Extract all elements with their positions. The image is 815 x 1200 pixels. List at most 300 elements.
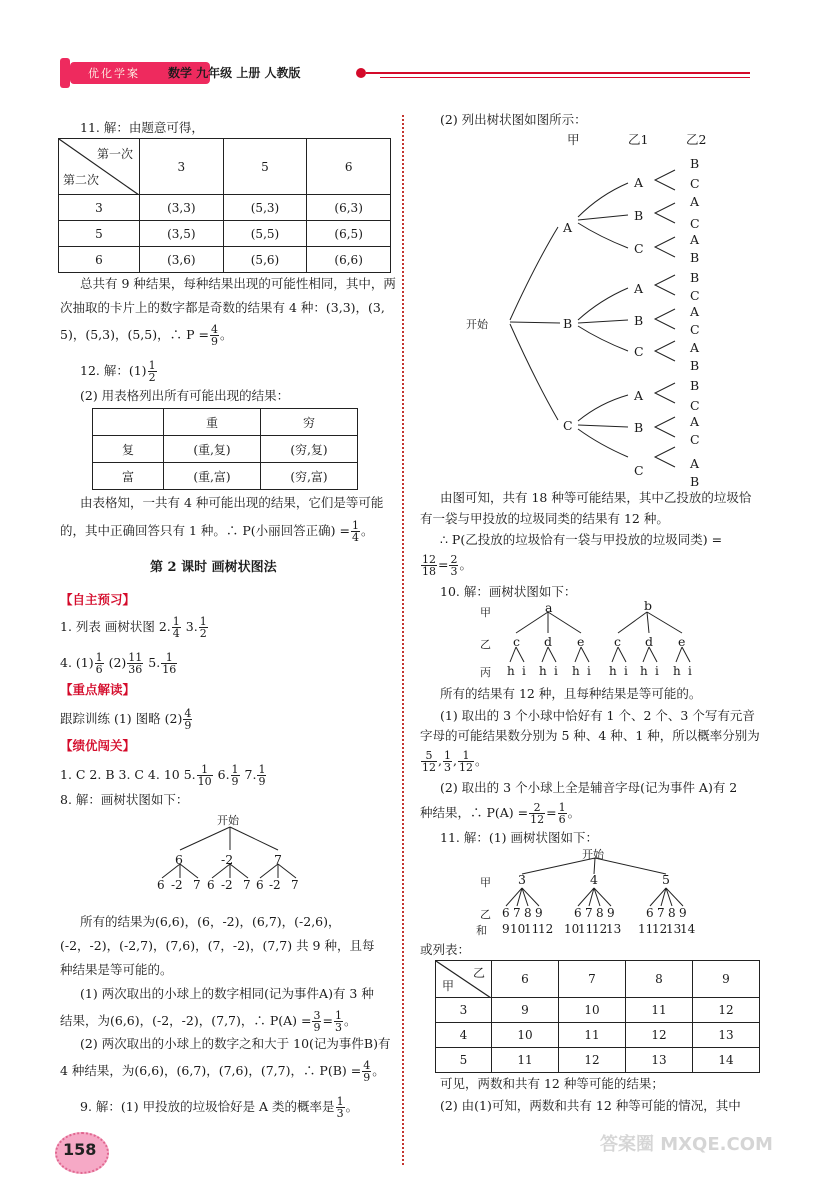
q11b-or: 或列表： xyxy=(420,942,471,957)
q9-text: ∴ P(乙投放的垃圾恰有一袋与甲投放的垃圾同类) = xyxy=(440,532,723,547)
q9-l2: B xyxy=(634,420,644,435)
den: 9 xyxy=(363,1071,371,1084)
section-title: 第 2 课时 画树状图法 xyxy=(150,560,277,575)
num: 1 xyxy=(172,615,180,628)
yi-val: 8 xyxy=(668,906,676,920)
q11b-root: 开始 xyxy=(582,848,604,861)
den: 4 xyxy=(352,531,359,544)
num: 1 xyxy=(161,652,177,664)
q9-leaf: A xyxy=(690,194,700,209)
zhongdian-text: 跟踪训练 (1) 图略 (2) xyxy=(60,711,183,726)
q9-leaf: A xyxy=(690,340,700,355)
yi-val: 7 xyxy=(513,906,521,920)
zizhu-line1 xyxy=(60,616,209,639)
header-rule xyxy=(366,72,750,74)
q9-l1: A xyxy=(563,220,573,235)
q11b-col: 9 xyxy=(693,961,760,998)
yi-val: 7 xyxy=(657,906,665,920)
leaf: 6 xyxy=(207,878,215,892)
q11-cell: (5,6) xyxy=(223,247,307,273)
leaf: h xyxy=(640,664,648,678)
q8-text: (2) 两次取出的小球上的数字之和大于 10(记为事件B)有 xyxy=(80,1036,391,1051)
q10-label: 乙 xyxy=(480,638,491,651)
q8-p5m: = xyxy=(322,1013,333,1028)
num: 3 xyxy=(313,1009,321,1022)
q11b-corner xyxy=(436,961,492,998)
q8-p5b: 。 xyxy=(343,1013,357,1028)
yi-val: 6 xyxy=(502,906,510,920)
q11-text3a: 5)，(5,3)，(5,5)，∴ P = xyxy=(60,327,209,342)
q11b-cell: 14 xyxy=(693,1048,760,1073)
fraction xyxy=(362,1060,371,1083)
q8-text xyxy=(60,1010,356,1033)
header-badge-accent xyxy=(60,58,70,88)
q12-text: 由表格知，一共有 4 种可能出现的结果，它们是等可能 xyxy=(80,495,384,510)
den: 10 xyxy=(197,775,212,788)
q9-hdr: 乙1 xyxy=(628,132,649,147)
fraction xyxy=(257,764,266,787)
q11-lead: 11. 解：由题意可得， xyxy=(80,120,204,135)
q8-text: (-2，-2)，(-2,7)，(7,6)，(7，-2)，(7,7) 共 9 种，且每 xyxy=(60,938,375,953)
q9-leaf: C xyxy=(690,288,700,303)
q9-root: 开始 xyxy=(466,318,488,331)
den: 9 xyxy=(313,1021,321,1034)
fraction xyxy=(336,1096,345,1119)
q8-tree xyxy=(150,812,350,887)
leaf: 7 xyxy=(291,878,299,892)
q8-tree-node: -2 xyxy=(221,852,234,867)
den: 12 xyxy=(422,761,436,774)
q11b-cell: 11 xyxy=(559,1023,626,1048)
sum: 12 xyxy=(592,922,608,936)
q11-cell: (5,5) xyxy=(223,221,307,247)
q9-leaf: A xyxy=(690,456,700,471)
q12-lead-text: 12. 解：(1) xyxy=(80,363,147,378)
q12-fraction xyxy=(351,520,360,543)
q11-cell: (3,5) xyxy=(140,221,224,247)
sum: 12 xyxy=(652,922,668,936)
num: 1 xyxy=(443,749,451,762)
q11-cell: 5 xyxy=(59,221,140,247)
fraction xyxy=(231,764,240,787)
q12-text2b: 。 xyxy=(361,523,374,538)
fraction xyxy=(334,1010,343,1033)
num: 2 xyxy=(450,553,458,566)
fraction xyxy=(458,750,474,773)
q9-text: 有一袋与甲投放的垃圾同类的结果有 12 种。 xyxy=(420,511,669,526)
q11b-yi-row xyxy=(500,906,720,922)
q11b-cell: 13 xyxy=(626,1048,693,1073)
den: 18 xyxy=(422,565,436,578)
zhongdian-tag: 【重点解读】 xyxy=(60,682,136,697)
q9-leaf: C xyxy=(690,322,700,337)
fraction xyxy=(161,652,177,675)
den: 9 xyxy=(210,335,218,348)
q10-lead: 10. 解：画树状图如下： xyxy=(440,584,577,599)
page-number: 158 xyxy=(63,1140,97,1159)
q11b-cell: 13 xyxy=(693,1023,760,1048)
q10-t6b: 。 xyxy=(567,805,581,820)
q9-end: 。 xyxy=(459,557,472,572)
num: 1 xyxy=(148,359,156,372)
q8-p7b: 。 xyxy=(372,1063,385,1078)
q10-label: 甲 xyxy=(480,606,491,619)
num: 4 xyxy=(363,1059,371,1072)
q10-leaves xyxy=(505,664,715,680)
jiyou-tag: 【绩优闯关】 xyxy=(60,738,136,753)
q10-eq: = xyxy=(546,805,557,820)
sum: 10 xyxy=(564,922,580,936)
q9-leaf: B xyxy=(690,250,700,265)
q8-p7a: 4 种结果，为(6,6)，(6,7)，(7,6)，(7,7)，∴ P(B) = xyxy=(60,1063,362,1078)
q11-col: 3 xyxy=(140,139,224,195)
zizhu-text: 4. (1) xyxy=(60,655,94,670)
q11b-col: 7 xyxy=(559,961,626,998)
den: 12 xyxy=(530,813,545,826)
num: 2 xyxy=(529,802,545,814)
sum: 13 xyxy=(606,922,622,936)
q10-text: 字母的可能结果数分别为 5 种、4 种、1 种，所以概率分别为 xyxy=(420,728,760,743)
q11-col: 5 xyxy=(223,139,307,195)
q12-col: 穷 xyxy=(261,409,358,436)
q9-lead-a: 9. 解：(1) 甲投放的垃圾恰好是 A 类的概率是 xyxy=(80,1099,335,1114)
fraction xyxy=(421,554,437,577)
yi-val: 8 xyxy=(596,906,604,920)
q10-fracs: $\frac{5}{12}$ , $\frac{1}{3}$ , $\frac{1}{12}$ 。 xyxy=(422,749,488,774)
q11-cell: 3 xyxy=(59,195,140,221)
fraction xyxy=(95,652,104,675)
num: 11 xyxy=(128,651,143,664)
num: 4 xyxy=(210,323,218,336)
watermark-text: 答案圈 MXQE.COM xyxy=(600,1134,773,1155)
q9-leaf: B xyxy=(690,474,700,489)
den: 4 xyxy=(172,627,180,640)
q9-l2: C xyxy=(634,344,644,359)
leaf: 6 xyxy=(157,878,165,892)
q12-cell: (重,富) xyxy=(164,463,261,490)
q10-mid: d xyxy=(645,634,654,649)
q11b-text: 可见，两数和共有 12 种等可能的结果； xyxy=(440,1076,664,1091)
fraction xyxy=(172,616,181,639)
watermark xyxy=(600,1130,800,1190)
yi-val: 6 xyxy=(574,906,582,920)
leaf: i xyxy=(624,664,628,678)
den: 9 xyxy=(184,719,192,732)
q11b-yi: 乙 xyxy=(480,908,491,921)
leaf: i xyxy=(554,664,558,678)
zhongdian-line xyxy=(60,708,193,731)
fraction xyxy=(421,750,437,773)
q11b-cell: 10 xyxy=(492,1023,559,1048)
leaf: i xyxy=(655,664,659,678)
q9-eq: = xyxy=(438,557,449,572)
fraction xyxy=(449,554,458,577)
q8-text: 种结果是等可能的。 xyxy=(60,962,173,977)
q9-l1: B xyxy=(563,316,573,331)
q11-text xyxy=(60,324,232,347)
q9-part2: (2) 列出树状图如图所示： xyxy=(440,112,587,127)
q9-l1: C xyxy=(563,418,573,433)
q9-leaf: A xyxy=(690,232,700,247)
q8-p5a: 结果，为(6,6)，(-2，-2)，(7,7)，∴ P(A) = xyxy=(60,1013,312,1028)
q11-cell: (6,3) xyxy=(307,195,391,221)
q11b-cell: 5 xyxy=(436,1048,492,1073)
q9-leaf: A xyxy=(690,304,700,319)
num: 1 xyxy=(336,1095,344,1108)
sum: 10 xyxy=(510,922,526,936)
yi-val: 9 xyxy=(535,906,543,920)
q9-l2: B xyxy=(634,208,644,223)
fraction xyxy=(127,652,143,675)
q10-text: 所有的结果有 12 种，且每种结果是等可能的。 xyxy=(440,686,702,701)
num: 1 xyxy=(258,763,266,776)
q10-top: a xyxy=(545,600,553,615)
leaf: -2 xyxy=(269,878,281,892)
leaf: h xyxy=(539,664,547,678)
fraction xyxy=(558,802,567,825)
q9-leaf: B xyxy=(690,378,700,393)
q11b-corner-bottom: 甲 xyxy=(442,979,455,993)
sum: 13 xyxy=(666,922,682,936)
q12-cell: 复 xyxy=(93,436,164,463)
q12-col: 重 xyxy=(164,409,261,436)
q12-text2a: 的，其中正确回答只有 1 种。∴ P(小丽回答正确) = xyxy=(60,523,350,538)
zizhu-text: (2) xyxy=(104,655,127,670)
den: 2 xyxy=(199,627,207,640)
leaf: -2 xyxy=(171,878,183,892)
leaf: 7 xyxy=(243,878,251,892)
num: 1 xyxy=(352,519,359,532)
num: 4 xyxy=(184,707,192,720)
q12-cell: (穷,富) xyxy=(261,463,358,490)
q9-l2: B xyxy=(634,313,644,328)
fraction xyxy=(443,750,452,773)
leaf: i xyxy=(688,664,692,678)
q8-text xyxy=(60,1060,385,1083)
q9-text: 由图可知，共有 18 种等可能结果，其中乙投放的垃圾恰 xyxy=(440,490,752,505)
leaf: i xyxy=(587,664,591,678)
fraction xyxy=(197,764,213,787)
leaf: h xyxy=(673,664,681,678)
q11b-cell: 12 xyxy=(559,1048,626,1073)
q9-l2: A xyxy=(634,281,644,296)
num: 5 xyxy=(421,750,437,762)
q12-text xyxy=(60,520,374,543)
q11-table xyxy=(58,138,391,273)
q10-mid: d xyxy=(544,634,553,649)
q11b-col: 6 xyxy=(492,961,559,998)
den: 3 xyxy=(450,565,458,578)
den: 12 xyxy=(458,761,473,774)
num: 1 xyxy=(458,750,474,762)
fraction xyxy=(529,802,545,825)
leaf: i xyxy=(522,664,526,678)
q10-text: (1) 取出的 3 个小球中恰好有 1 个、2 个、3 个写有元音 xyxy=(440,708,755,723)
q11b-table xyxy=(435,960,760,1073)
fraction xyxy=(312,1010,321,1033)
q11b-corner-top: 乙 xyxy=(472,966,485,980)
q11b-col: 8 xyxy=(626,961,693,998)
num: 1 xyxy=(95,651,103,664)
q9-lead-b: 。 xyxy=(345,1099,359,1114)
q11b-l1: 4 xyxy=(590,872,598,887)
q11-corner-cell xyxy=(59,139,140,195)
q8-tree-leaves xyxy=(155,878,315,894)
q11b-cell: 3 xyxy=(436,998,492,1023)
q11-cell: 6 xyxy=(59,247,140,273)
yi-val: 6 xyxy=(646,906,654,920)
den: 3 xyxy=(334,1021,342,1034)
sum: 11 xyxy=(524,922,540,936)
q9-l2: C xyxy=(634,463,644,478)
leaf: h xyxy=(609,664,617,678)
q11b-cell: 11 xyxy=(492,1048,559,1073)
q11-cell: (5,3) xyxy=(223,195,307,221)
q11b-lead: 11. 解：(1) 画树状图如下： xyxy=(440,830,599,845)
q11-corner-bottom: 第二次 xyxy=(63,173,100,187)
q11-corner-top: 第一次 xyxy=(96,147,133,161)
sum: 11 xyxy=(638,922,654,936)
header-rule-thin xyxy=(380,77,750,78)
zizhu-text: 5. xyxy=(144,655,161,670)
num: 1 xyxy=(231,763,239,776)
den: 6 xyxy=(95,663,103,676)
q11b-cell: 4 xyxy=(436,1023,492,1048)
q11b-sum-row xyxy=(500,922,720,938)
q8-text: 所有的结果为(6,6)，(6，-2)，(6,7)，(-2,6)， xyxy=(80,914,341,929)
q9-leaf: C xyxy=(690,432,700,447)
q11-cell: (6,5) xyxy=(307,221,391,247)
q9-l2: C xyxy=(634,241,644,256)
q11b-cell: 11 xyxy=(626,998,693,1023)
q12-table xyxy=(92,408,358,490)
q11b-l1: 3 xyxy=(518,872,526,887)
zizhu-line2 xyxy=(60,652,178,675)
leaf: -2 xyxy=(221,878,233,892)
num: 12 xyxy=(422,553,436,566)
q10-t6a: 种结果，∴ P(A) = xyxy=(420,805,529,820)
q9-lead xyxy=(80,1096,358,1119)
q8-lead: 8. 解：画树状图如下： xyxy=(60,792,189,807)
leaf: h xyxy=(507,664,515,678)
den: 9 xyxy=(258,775,266,788)
q11b-text: (2) 由(1)可知，两数和共有 12 种等可能的情况，其中 xyxy=(440,1098,741,1113)
sum: 14 xyxy=(680,922,696,936)
q10-label: 丙 xyxy=(480,666,491,679)
q11b-cell: 12 xyxy=(626,1023,693,1048)
q11-cell: (6,6) xyxy=(307,247,391,273)
sum: 12 xyxy=(538,922,554,936)
num: 1 xyxy=(199,615,207,628)
q11-cell: (3,6) xyxy=(140,247,224,273)
fraction xyxy=(199,616,208,639)
header-dot xyxy=(356,68,366,78)
jiyou-line xyxy=(60,764,267,787)
q9-text xyxy=(420,554,472,577)
leaf: 6 xyxy=(256,878,264,892)
q9-hdr: 乙2 xyxy=(686,132,707,147)
q12-cell: 富 xyxy=(93,463,164,490)
jiyou-text: 6. xyxy=(213,767,230,782)
column-divider xyxy=(402,115,404,1165)
sum: 9 xyxy=(502,922,510,936)
q10-mid: e xyxy=(678,634,686,649)
header-title: 数学 九年级 上册 人教版 xyxy=(168,66,301,80)
q12-fraction xyxy=(148,360,157,383)
yi-val: 9 xyxy=(607,906,615,920)
q12-cell: (重,复) xyxy=(164,436,261,463)
q8-tree-node: 7 xyxy=(274,852,282,867)
q11b-cell: 12 xyxy=(693,998,760,1023)
q8-tree-root: 开始 xyxy=(217,814,239,827)
q9-tree xyxy=(450,145,710,495)
q9-leaf: A xyxy=(690,414,700,429)
q11-text3b: 。 xyxy=(219,327,233,342)
q11-text: 次抽取的卡片上的数字都是奇数的结果有 4 种：(3,3)，(3, xyxy=(60,300,385,315)
zizhu-tag: 【自主预习】 xyxy=(60,592,136,607)
q9-leaf: C xyxy=(690,176,700,191)
sum: 11 xyxy=(578,922,594,936)
q12-corner xyxy=(93,409,164,436)
q10-text: (2) 取出的 3 个小球上全是辅音字母(记为事件 A)有 2 xyxy=(440,780,738,795)
zizhu-text: 3. xyxy=(181,619,198,634)
q12-cell: (穷,复) xyxy=(261,436,358,463)
q9-l2: A xyxy=(634,175,644,190)
num: 1 xyxy=(334,1009,342,1022)
q9-leaf: B xyxy=(690,358,700,373)
num: 1 xyxy=(558,801,566,814)
yi-val: 8 xyxy=(524,906,532,920)
q10-mid: e xyxy=(577,634,585,649)
q10-top: b xyxy=(644,598,653,613)
q11-col: 6 xyxy=(307,139,391,195)
q11b-cell: 9 xyxy=(492,998,559,1023)
den: 3 xyxy=(443,761,451,774)
q10-mid: c xyxy=(513,634,521,649)
fraction xyxy=(183,708,192,731)
den: 36 xyxy=(128,663,143,676)
zizhu-text: 1. 列表 画树状图 2. xyxy=(60,619,171,634)
q9-leaf: B xyxy=(690,156,700,171)
q10-text xyxy=(420,802,580,825)
q9-l2: A xyxy=(634,388,644,403)
den: 6 xyxy=(558,813,566,826)
q10-mid: c xyxy=(614,634,622,649)
q11b-he: 和 xyxy=(476,924,487,937)
q12-lead xyxy=(80,360,158,383)
header-bar xyxy=(50,58,750,88)
q9-leaf: C xyxy=(690,398,700,413)
q9-leaf: C xyxy=(690,216,700,231)
q11-fraction xyxy=(210,324,219,347)
jiyou-text: 1. C 2. B 3. C 4. 10 5. xyxy=(60,767,196,782)
den: 3 xyxy=(336,1107,344,1120)
q11-text: 总共有 9 种结果，每种结果出现的可能性相同，其中，两 xyxy=(80,276,396,291)
den: 16 xyxy=(162,663,177,676)
leaf: 7 xyxy=(193,878,201,892)
q11b-l1: 5 xyxy=(662,872,670,887)
leaf: h xyxy=(572,664,580,678)
den: 2 xyxy=(148,371,156,384)
q9-hdr: 甲 xyxy=(567,132,580,147)
q11-cell: (3,3) xyxy=(140,195,224,221)
num: 1 xyxy=(197,764,213,776)
yi-val: 7 xyxy=(585,906,593,920)
q11b-jia: 甲 xyxy=(480,876,491,889)
den: 9 xyxy=(231,775,239,788)
q11b-cell: 10 xyxy=(559,998,626,1023)
header-badge: 优化学案 xyxy=(88,67,140,80)
